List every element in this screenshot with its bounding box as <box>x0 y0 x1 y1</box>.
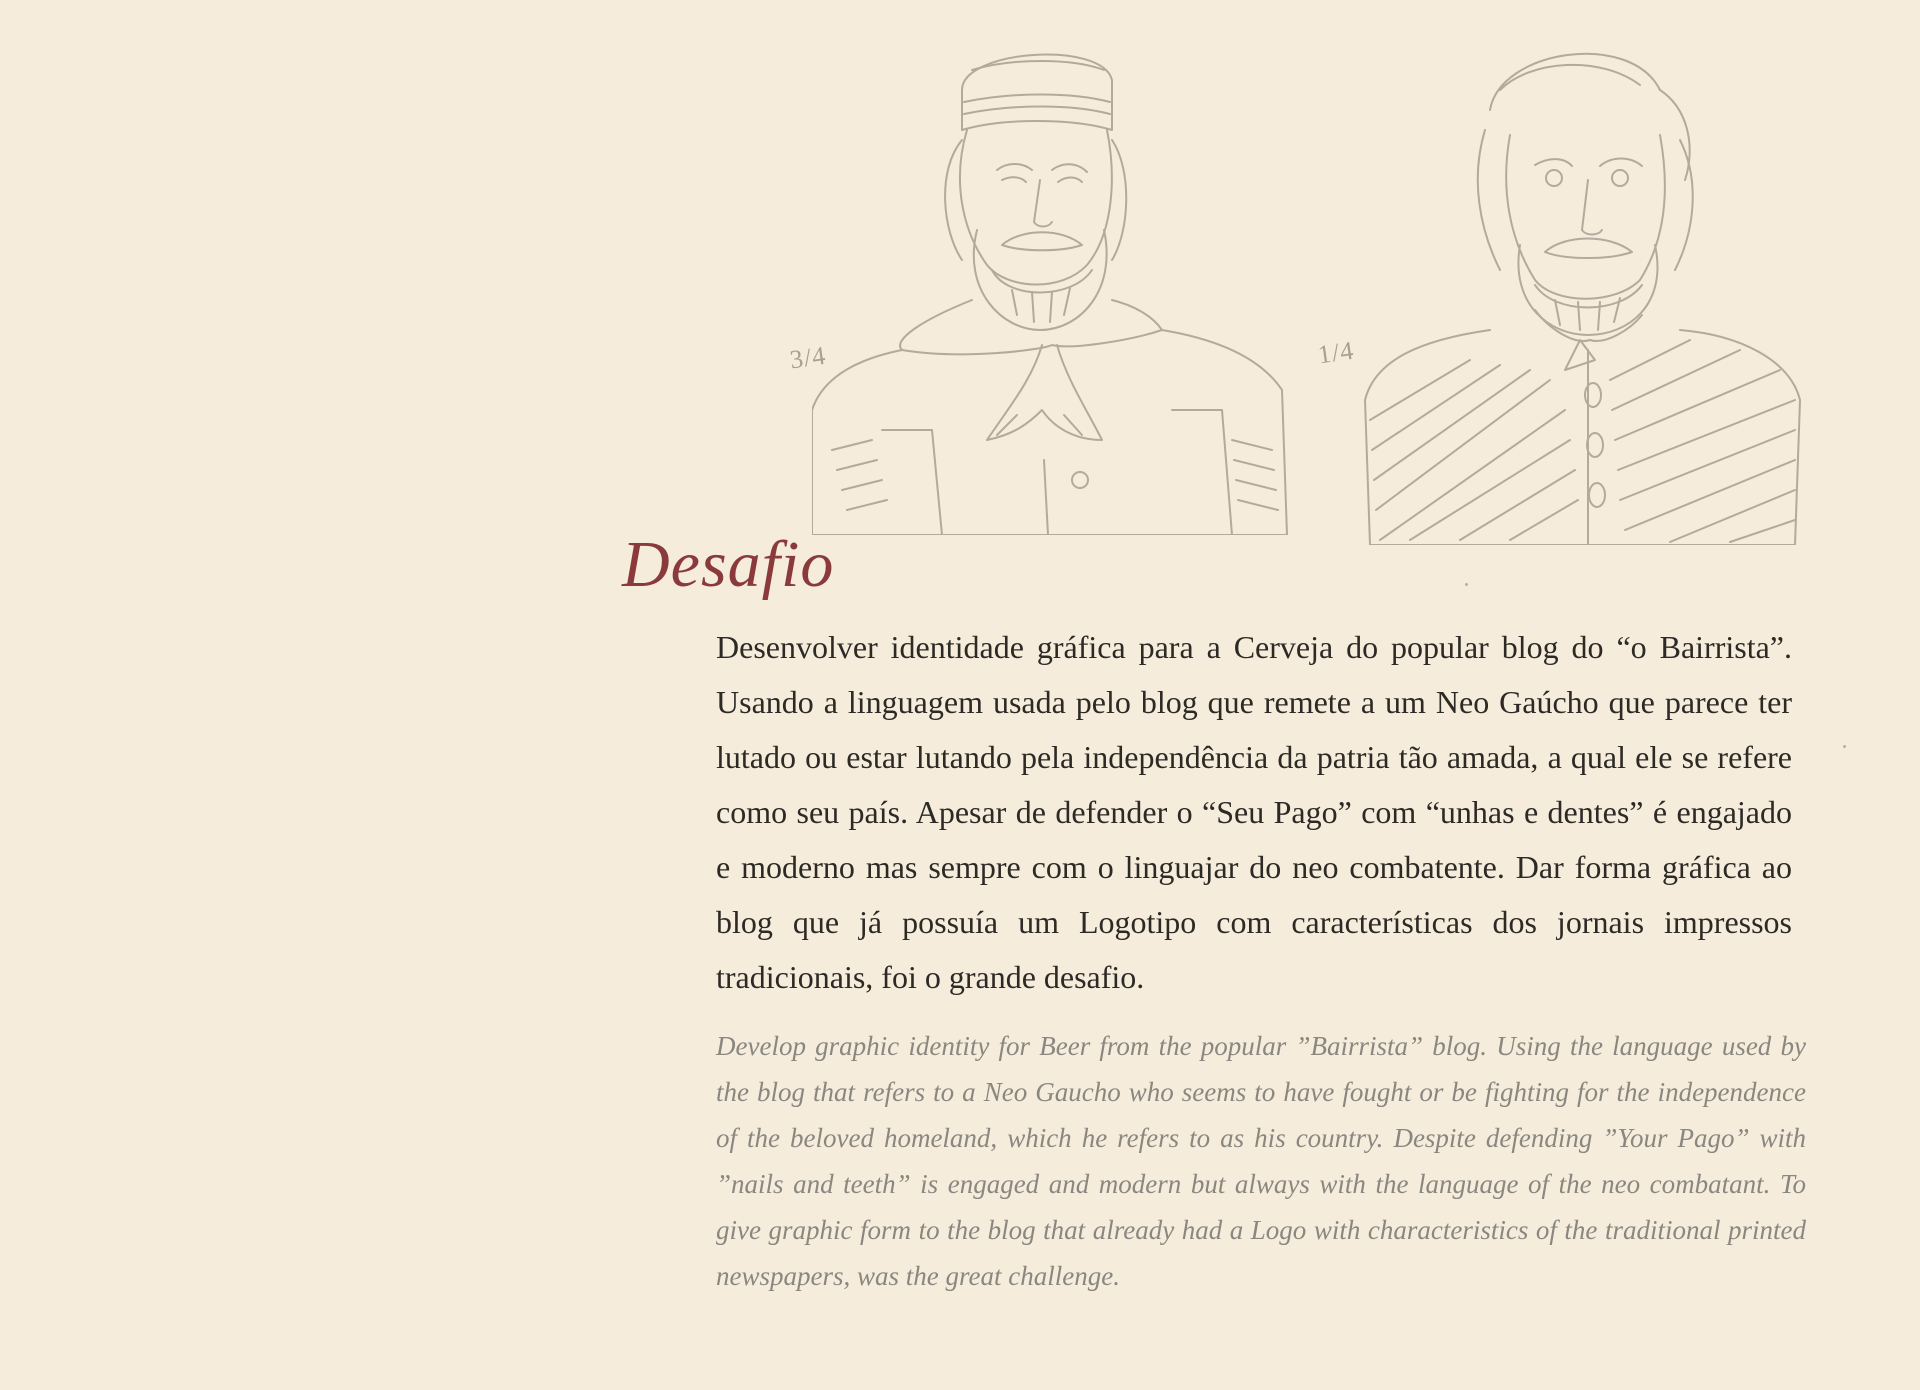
decorative-dot <box>1843 745 1846 748</box>
portrait-left-illustration <box>812 30 1292 535</box>
body-text-english: Develop graphic identity for Beer from the popular ”Bairrista” blog. Using the language used by the blog that refers to a Neo Gaucho who seems to have fought or be fighting for the independence of the beloved homeland, which he refers to as his country. Despite defending ”Your Pago” with ”nails and teeth” is engaged and modern but always with the language of the neo combatant. To give graphic form to the blog that already had a Logo with characteristics of the traditional printed newspapers, was the great challenge. <box>716 1031 1806 1291</box>
body-text-portuguese: Desenvolver identidade gráfica para a Cerveja do popular blog do “o Bairrista”. Usando a linguagem usada pelo blog que remete a um Neo Gaúcho que parece ter lutado ou estar lutando pela independência da patria tão amada, a qual ele se refere como seu país. Apesar de defender o “Seu Pago” com “unhas e dentes” é engajado e moderno mas sempre com o linguajar do neo combatente. Dar forma gráfica ao blog que já possuía um Logotipo com características dos jornais impressos tradicionais, foi o grande desafio. <box>716 629 1792 995</box>
portrait-right-illustration <box>1350 30 1805 545</box>
section-heading: Desafio <box>622 528 835 601</box>
engraved-portrait-icon <box>812 30 1292 535</box>
decorative-dot <box>1465 583 1468 586</box>
engraved-portrait-icon <box>1350 30 1805 545</box>
fraction-label-left: 3/4 <box>788 340 829 375</box>
fraction-label-right: 1/4 <box>1316 335 1357 370</box>
